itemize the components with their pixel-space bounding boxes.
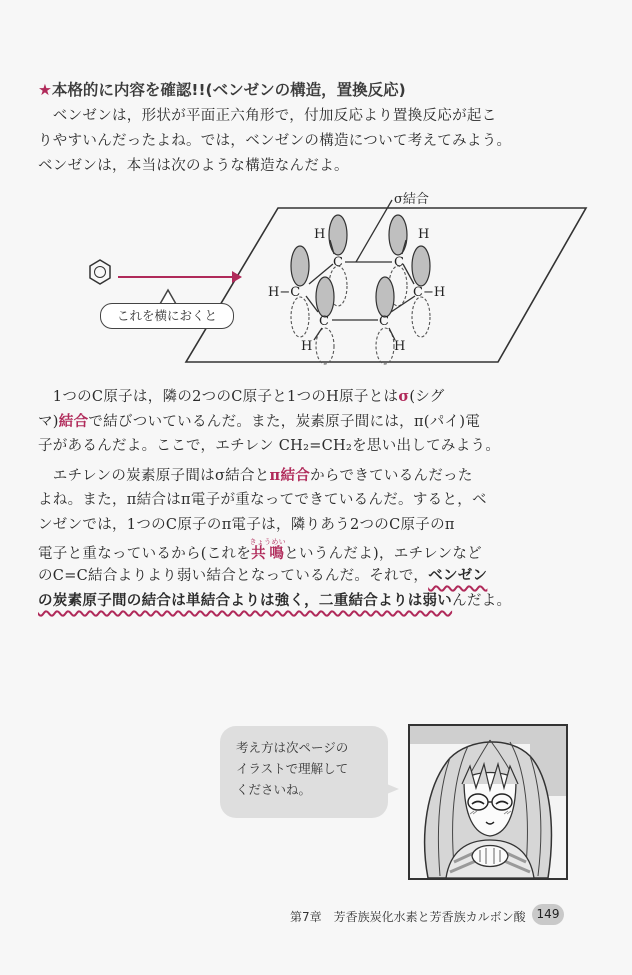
callout-tail <box>160 290 176 304</box>
bond-highlight: 結合 <box>58 413 89 430</box>
text-line <box>38 588 600 613</box>
benzene-structure-diagram <box>0 180 632 380</box>
text-line: 子があるんだよ。ここで，エチレン CH₂=CH₂を思い出してみよう。 <box>38 438 501 454</box>
text-line: ベンゼンは，形状が平面正六角形で，付加反応より置換反応が起こ <box>38 108 497 124</box>
atom-h: H <box>394 339 406 354</box>
atom-c: C <box>319 314 329 329</box>
atom-c: C <box>379 314 389 329</box>
paragraph-intro <box>38 104 600 179</box>
text-run: というんだよ)，エチレンなど <box>284 546 482 562</box>
paragraph-resonance <box>38 463 600 613</box>
bubble-line: イラストで理解して <box>236 761 349 776</box>
benzene-ring-icon <box>90 260 110 284</box>
pi-bond-highlight: π結合 <box>269 467 311 484</box>
text-run: マ) <box>38 414 59 430</box>
atom-h: H <box>418 227 430 242</box>
page-number: 149 <box>532 904 564 925</box>
atom-h: H <box>314 227 326 242</box>
star-icon: ★ <box>38 81 52 99</box>
resonance-word: 共鳴 <box>249 545 286 562</box>
atom-group-h-c: H−C <box>268 285 301 300</box>
text-run: 1つのC原子は，隣の2つのC原子と1つのH原子とは <box>38 389 399 405</box>
rotate-callout: これを横におくと <box>100 303 234 329</box>
text-run: (シグ <box>409 389 445 405</box>
emphasis-underlined: の炭素原子間の結合は単結合よりは強く，二重結合よりは弱い <box>38 592 453 609</box>
atom-group-c-h: C−H <box>413 285 446 300</box>
sigma-highlight: σ <box>398 388 410 405</box>
bubble-line: 考え方は次ページの <box>236 740 349 755</box>
text-line: ベンゼンは，本当は次のような構造なんだよ。 <box>38 158 349 174</box>
text-run: からできているんだった <box>310 468 473 484</box>
arrow-right-icon <box>118 271 242 283</box>
girl-with-glasses-image <box>410 726 566 878</box>
section-heading <box>38 78 598 100</box>
text-line: りやすいんだったよね。では，ベンゼンの構造について考えてみよう。 <box>38 133 512 149</box>
text-line <box>38 409 600 434</box>
text-run: んだよ。 <box>452 593 512 609</box>
text-line <box>38 538 600 563</box>
text-line <box>38 463 600 488</box>
text-run: のC=C結合よりより弱い結合となっているんだ。それで， <box>38 568 429 584</box>
text-run: で結びついているんだ。また，炭素原子間には，π(パイ)電 <box>88 414 481 430</box>
bubble-line: くださいね。 <box>236 782 312 797</box>
atom-c: C <box>333 255 343 270</box>
text-line: ンゼンでは，1つのC原子のπ電子は，隣りあう2つのC原子のπ <box>38 517 455 533</box>
speech-bubble-text <box>236 737 386 800</box>
emphasis-underlined: ベンゼン <box>428 567 488 584</box>
character-illustration <box>408 724 568 880</box>
text-run: 電子と重なっているから(これを <box>38 546 252 562</box>
atom-c: C <box>394 255 404 270</box>
benzene-orbital-figure <box>0 180 632 380</box>
resonance-term <box>249 538 286 562</box>
text-line: よね。また，π結合はπ電子が重なってできているんだ。すると，ベ <box>38 492 487 508</box>
text-run: エチレンの炭素原子間はσ結合と <box>38 468 270 484</box>
paragraph-sigma-pi <box>38 384 600 459</box>
resonance-ruby: きょうめい <box>249 538 286 546</box>
chapter-footer: 第7章 芳香族炭化水素と芳香族カルボン酸 <box>290 910 526 924</box>
section-heading-text: 本格的に内容を確認!!(ベンゼンの構造，置換反応) <box>51 81 406 99</box>
sigma-bond-label: σ結合 <box>394 192 429 207</box>
text-line <box>38 563 600 588</box>
text-line <box>38 384 600 409</box>
atom-h: H <box>301 339 313 354</box>
